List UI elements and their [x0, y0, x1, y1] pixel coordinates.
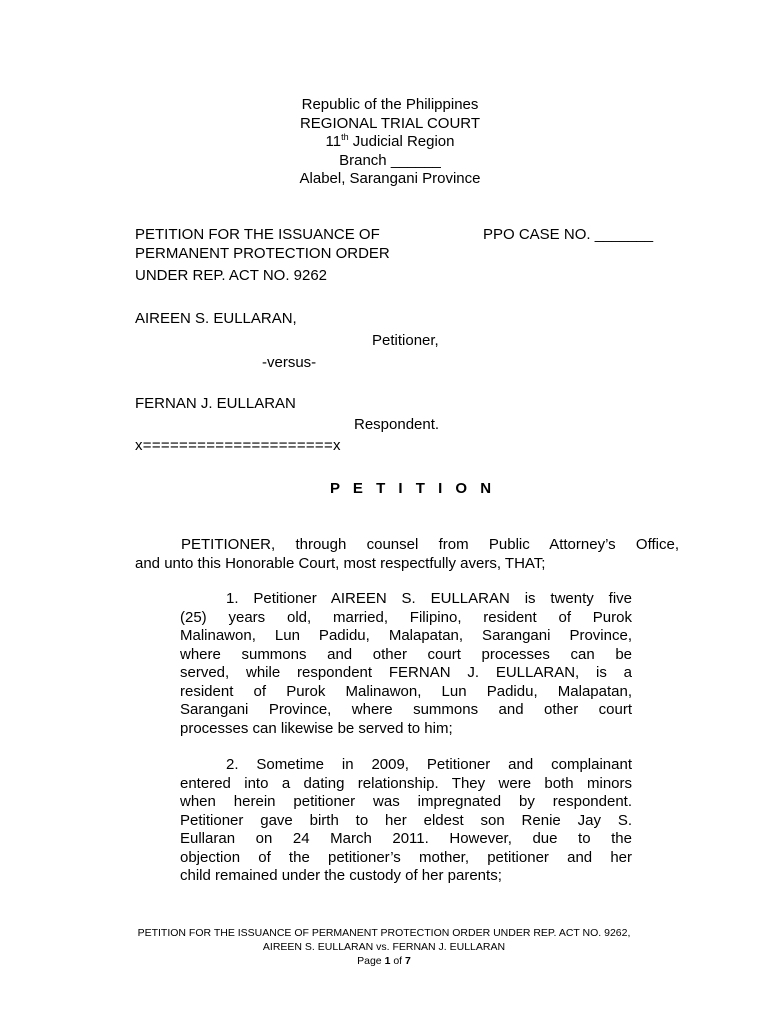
caption-divider: x=====================x — [135, 437, 341, 454]
caption-title-line3: UNDER REP. ACT NO. 9262 — [135, 267, 328, 284]
p1-line: resident of Purok Malinawon, Lun Padidu, Malapatan, — [180, 682, 632, 700]
intro-line-1: PETITIONER, through counsel from Public Attorney’s Office, — [181, 536, 679, 553]
p1-line: 1. Petitioner AIREEN S. EULLARAN is twenty five — [226, 590, 632, 607]
page-footer — [100, 926, 668, 968]
footer-parties: AIREEN S. EULLARAN vs. FERNAN J. EULLARAN — [262, 941, 506, 953]
p2-line: objection of the petitioner’s mother, petitioner and her — [180, 848, 632, 866]
p2-line: when herein petitioner was impregnated by respondent. — [180, 793, 632, 810]
header-court: REGIONAL TRIAL COURT — [299, 114, 481, 132]
paragraph-2 — [180, 756, 632, 886]
petitioner-role: Petitioner, — [372, 332, 439, 349]
p1-line: (25) years old, married, Filipino, resident of Purok — [180, 608, 632, 626]
header-region: 11th Judicial Region — [325, 132, 455, 150]
petition-title: P E T I T I O N — [330, 480, 496, 497]
court-header — [230, 96, 550, 189]
petitioner-name: AIREEN S. EULLARAN, — [135, 310, 297, 327]
p1-line: Malinawon, Lun Padidu, Malapatan, Sarangani Province, — [180, 627, 632, 644]
respondent-role: Respondent. — [354, 416, 440, 433]
case-number: PPO CASE NO. _______ — [483, 226, 654, 243]
header-republic: Republic of the Philippines — [301, 96, 479, 113]
page-indicator: Page 1 of 7 — [357, 955, 411, 967]
paragraph-1 — [180, 590, 632, 738]
p1-line: served, while respondent FERNAN J. EULLARAN, is a — [180, 664, 632, 681]
intro-line-2: and unto this Honorable Court, most respectfully avers, THAT; — [135, 554, 546, 572]
p2-line: child remained under the custody of her parents; — [180, 867, 502, 884]
footer-title: PETITION FOR THE ISSUANCE OF PERMANENT PROTECTION ORDER UNDER REP. ACT NO. 9262, — [137, 927, 631, 939]
p2-line: Eullaran on 24 March 2011. However, due to the — [180, 830, 632, 847]
header-location: Alabel, Sarangani Province — [299, 170, 481, 187]
caption-title-line2: PERMANENT PROTECTION ORDER — [135, 245, 390, 262]
caption-title-line1: PETITION FOR THE ISSUANCE OF — [135, 226, 380, 243]
respondent-name: FERNAN J. EULLARAN — [135, 395, 296, 412]
p2-line: entered into a dating relationship. They were both minors — [180, 774, 632, 792]
p2-line: Petitioner gave birth to her eldest son Renie Jay S. — [180, 811, 632, 829]
p1-line: Sarangani Province, where summons and other court — [180, 701, 632, 718]
intro-paragraph — [135, 536, 679, 573]
p1-line: where summons and other court processes can be — [180, 645, 632, 663]
header-branch: Branch ______ — [339, 151, 441, 169]
p2-line: 2. Sometime in 2009, Petitioner and complainant — [226, 756, 632, 773]
versus-label: -versus- — [262, 354, 317, 371]
p1-line: processes can likewise be served to him; — [180, 719, 453, 737]
